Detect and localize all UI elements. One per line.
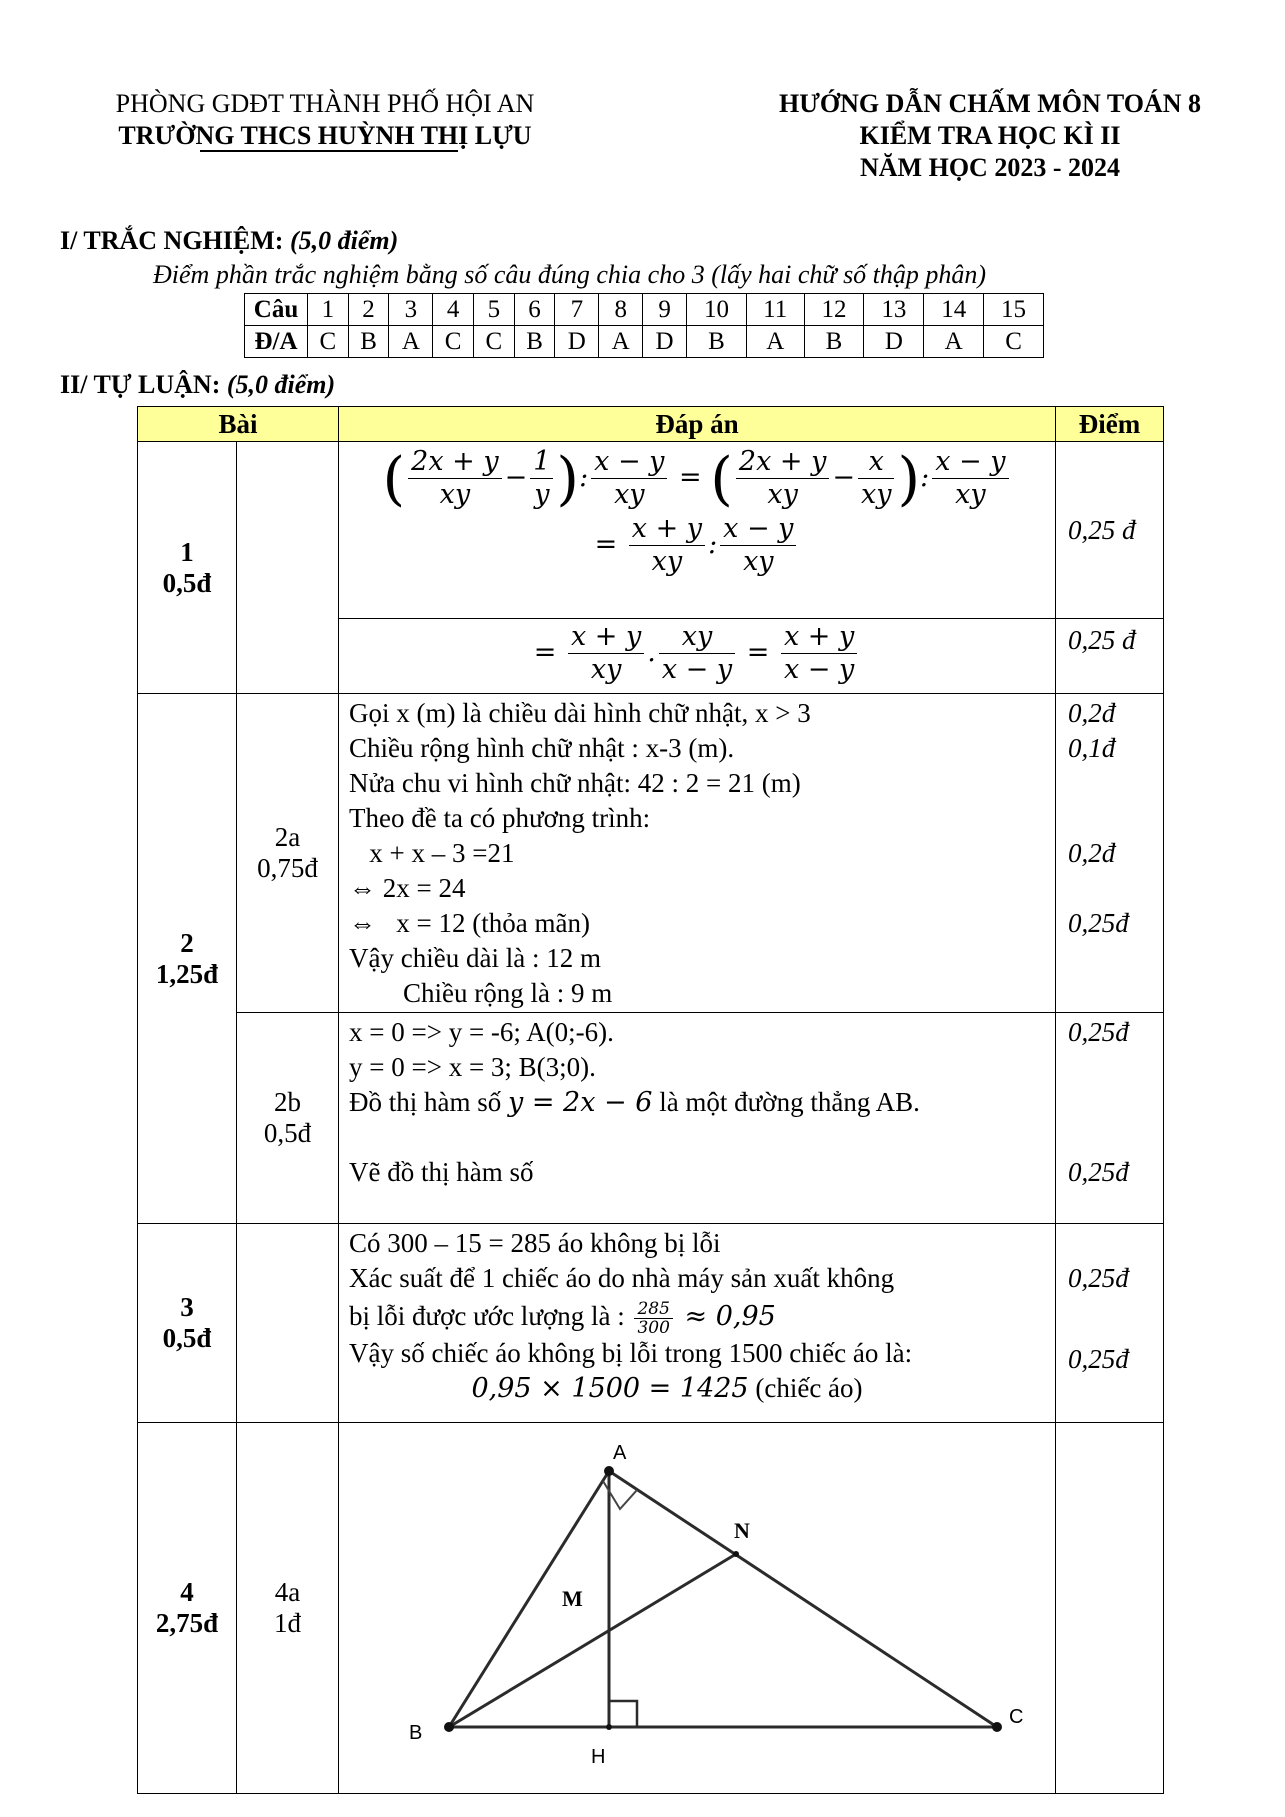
question-number: 13	[864, 294, 924, 326]
problem2a-line: Vậy chiều dài là : 12 m	[349, 943, 601, 973]
question-number: 7	[555, 294, 599, 326]
answer-letter: A	[746, 326, 804, 358]
school-name: TRƯỜNG THCS HUỲNH THỊ LỰU	[118, 121, 532, 150]
question-number: 4	[433, 294, 474, 326]
problem2a-line: Theo đề ta có phương trình:	[349, 803, 651, 833]
header-dap-an: Đáp án	[339, 407, 1056, 442]
problem2b-score2: 0,25đ	[1068, 1157, 1129, 1187]
section1-title: I/ TRẮC NGHIỆM:	[60, 226, 284, 255]
answer-key-answer-row	[245, 326, 1044, 358]
problem2a-score: 0,25đ	[1068, 908, 1129, 938]
problem2b-spacer	[349, 1120, 1055, 1155]
problem3-line3: bị lỗi được ước lượng là : $\frac{285}{300}$ ≈ 0,95	[349, 1299, 776, 1339]
problem2-row-b	[138, 1013, 1164, 1224]
question-number: 12	[804, 294, 864, 326]
question-number: 5	[473, 294, 514, 326]
problem3-scores	[1056, 1224, 1164, 1423]
school-dept: PHÒNG GDĐT THÀNH PHỐ HỘI AN	[115, 89, 535, 118]
problem2-label	[138, 694, 237, 1224]
problem3-solution	[339, 1224, 1056, 1423]
grading-table-header	[138, 407, 1164, 442]
question-number: 1	[308, 294, 349, 326]
problem4-number: 4	[180, 1577, 194, 1607]
segment-ac	[609, 1471, 997, 1727]
answer-letter: C	[433, 326, 474, 358]
point-b	[444, 1722, 454, 1732]
question-number: 6	[514, 294, 555, 326]
school-name-underline	[200, 150, 458, 152]
problem2b-points: 0,5đ	[263, 1118, 312, 1148]
question-number: 2	[348, 294, 389, 326]
problem2b-solution	[339, 1013, 1056, 1224]
problem2b-line4: Vẽ đồ thị hàm số	[349, 1157, 534, 1187]
problem2a-line: Nửa chu vi hình chữ nhật: 42 : 2 = 21 (m)	[349, 768, 801, 798]
label-m: M	[562, 1586, 583, 1611]
answer-letter: B	[514, 326, 555, 358]
problem2a-line: Gọi x (m) là chiều dài hình chữ nhật, x > 3	[349, 698, 811, 728]
question-number: 9	[643, 294, 687, 326]
segment-bn	[449, 1554, 736, 1727]
problem2b-score-spacer	[1068, 1050, 1163, 1085]
problem4-points: 2,75đ	[155, 1608, 219, 1638]
doc-title: HƯỚNG DẪN CHẤM MÔN TOÁN 8	[778, 89, 1201, 118]
answer-letter: B	[348, 326, 389, 358]
answer-letter: D	[555, 326, 599, 358]
problem2-row-a	[138, 694, 1164, 1013]
answer-letter: D	[864, 326, 924, 358]
problem1-points: 0,5đ	[162, 567, 212, 598]
question-number: 11	[746, 294, 804, 326]
doc-subtitle: KIỂM TRA HỌC KÌ II	[859, 121, 1121, 150]
point-a	[604, 1466, 614, 1476]
answer-letter: B	[687, 326, 747, 358]
question-number: 15	[984, 294, 1044, 326]
problem1-sub-empty	[237, 442, 339, 694]
point-n	[733, 1551, 739, 1557]
grading-table	[137, 406, 1164, 1794]
problem3-line1: Có 300 – 15 = 285 áo không bị lỗi	[349, 1228, 721, 1258]
problem4-label	[138, 1423, 237, 1794]
problem4a-label	[237, 1423, 339, 1794]
problem4a-score-empty	[1056, 1423, 1164, 1794]
problem2b-score1: 0,25đ	[1068, 1017, 1129, 1047]
label-c: C	[1009, 1706, 1024, 1728]
problem1-row-a	[138, 442, 1164, 619]
problem2a-score	[1068, 801, 1163, 836]
problem2a-label	[237, 694, 339, 1013]
problem1-eq2: = $\frac{x + y}{xy}$ : $\frac{x - y}{xy}$	[339, 513, 1055, 578]
problem1-eq3: = $\frac{x + y}{xy}$ . $\frac{xy}{x - y}$ = $\frac{x + y}{x - y}$	[339, 621, 1055, 686]
problem3-score-spacer	[1068, 1226, 1163, 1261]
problem4-row	[138, 1423, 1164, 1794]
problem1-label	[138, 442, 237, 694]
problem3-label	[138, 1224, 237, 1423]
problem1-solution-part2	[339, 619, 1056, 694]
school-year: NĂM HỌC 2023 - 2024	[860, 153, 1120, 182]
problem3-sub-empty	[237, 1224, 339, 1423]
problem2a-line: Chiều rộng là : 9 m	[349, 978, 613, 1008]
answer-letter: B	[804, 326, 864, 358]
problem2a-score	[1068, 766, 1163, 801]
problem2a-line: ⇔ 2x = 24	[349, 873, 466, 903]
question-number: 14	[924, 294, 984, 326]
problem1-eq1: ( $\frac{2x + y}{xy}$ − $\frac{1}{y}$ ): $\frac{x - y}{xy}$ = ( $\frac{2x + y}{xy}$ − $\frac{x}{xy}$ ): $\frac{x - y}{xy}$	[339, 446, 1055, 511]
section1-note: Điểm phần trắc nghiệm bằng số câu đúng chia cho 3 (lấy hai chữ số thập phân)	[153, 260, 987, 289]
problem3-score2: 0,25đ	[1068, 1344, 1129, 1374]
problem2b-line1: x = 0 => y = -6; A(0;-6).	[349, 1017, 614, 1047]
question-number: 8	[599, 294, 643, 326]
problem2a-score: 0,1đ	[1068, 733, 1116, 763]
problem2a-score: 0,2đ	[1068, 838, 1116, 868]
section1-points: (5,0 điểm)	[289, 226, 399, 255]
problem3-row	[138, 1224, 1164, 1423]
problem3-line5: 0,95 × 1500 = 1425 (chiếc áo)	[471, 1373, 863, 1404]
problem2b-score-spacer	[1068, 1085, 1163, 1120]
problem2b-sub: 2b	[274, 1087, 301, 1117]
section2-title: II/ TỰ LUẬN:	[60, 370, 221, 399]
header-diem: Điểm	[1056, 407, 1164, 442]
label-h: H	[591, 1746, 606, 1768]
answer-letter: C	[984, 326, 1044, 358]
label-b: B	[409, 1722, 423, 1744]
answer-letter: C	[473, 326, 514, 358]
answer-letter: D	[643, 326, 687, 358]
probability-fraction: $\frac{285}{300}$	[634, 1300, 672, 1337]
triangle-figure	[339, 1423, 1056, 1793]
problem2a-sub: 2a	[274, 822, 301, 852]
problem1-score1: 0,25 đ	[1056, 442, 1164, 619]
section2-heading	[60, 370, 335, 400]
problem2a-line: Chiều rộng hình chữ nhật : x-3 (m).	[349, 733, 735, 763]
answer-letter: A	[389, 326, 433, 358]
problem2a-points: 0,75đ	[257, 853, 318, 883]
problem2a-solution	[339, 694, 1056, 1013]
problem2b-line3: Đồ thị hàm số y = 2x − 6 là một đường thẳng AB.	[349, 1087, 920, 1118]
point-c	[992, 1722, 1002, 1732]
problem2a-line: x + x – 3 =21	[349, 838, 515, 868]
answer-key-question-row	[245, 294, 1044, 326]
problem1-number: 1	[180, 536, 194, 567]
answer-key-table	[244, 293, 1044, 358]
problem4a-figure-cell	[339, 1423, 1056, 1794]
problem2a-score: 0,2đ	[1068, 698, 1116, 728]
problem1-solution-part1	[339, 442, 1056, 619]
problem3-score-spacer	[1068, 1296, 1163, 1336]
function-formula: y = 2x − 6	[508, 1087, 653, 1118]
problem4a-points: 1đ	[274, 1608, 301, 1638]
problem3-line4: Vậy số chiếc áo không bị lỗi trong 1500 chiếc áo là:	[349, 1338, 913, 1368]
problem2a-score	[1068, 871, 1163, 906]
segment-ab	[449, 1471, 609, 1727]
problem2a-scores	[1056, 694, 1164, 1013]
section2-points: (5,0 điểm)	[226, 370, 336, 399]
answer-key-row1-label: Câu	[245, 294, 308, 326]
right-angle-h	[609, 1701, 637, 1727]
problem2b-score-spacer	[1068, 1120, 1163, 1155]
answer-letter: A	[599, 326, 643, 358]
question-number: 3	[389, 294, 433, 326]
problem2-number: 2	[180, 927, 194, 958]
answer-key-row2-label: Đ/A	[245, 326, 308, 358]
answer-letter: C	[308, 326, 349, 358]
answer-letter: A	[924, 326, 984, 358]
header-bai: Bài	[138, 407, 339, 442]
label-n: N	[734, 1518, 750, 1543]
problem4a-sub: 4a	[274, 1577, 301, 1607]
problem2b-line2: y = 0 => x = 3; B(3;0).	[349, 1052, 596, 1082]
label-a: A	[613, 1442, 627, 1464]
problem1-score2: 0,25 đ	[1056, 619, 1164, 694]
question-number: 10	[687, 294, 747, 326]
problem3-points: 0,5đ	[162, 1323, 212, 1353]
problem2b-label	[237, 1013, 339, 1224]
problem3-line2: Xác suất để 1 chiếc áo do nhà máy sản xuất không	[349, 1263, 895, 1293]
problem2-points: 1,25đ	[155, 958, 219, 989]
problem3-number: 3	[180, 1292, 194, 1322]
point-h	[606, 1724, 612, 1730]
problem2b-scores	[1056, 1013, 1164, 1224]
problem3-score1: 0,25đ	[1068, 1263, 1129, 1293]
problem2a-line: ⇔ x = 12 (thỏa mãn)	[349, 908, 590, 938]
section1-heading	[60, 226, 398, 256]
